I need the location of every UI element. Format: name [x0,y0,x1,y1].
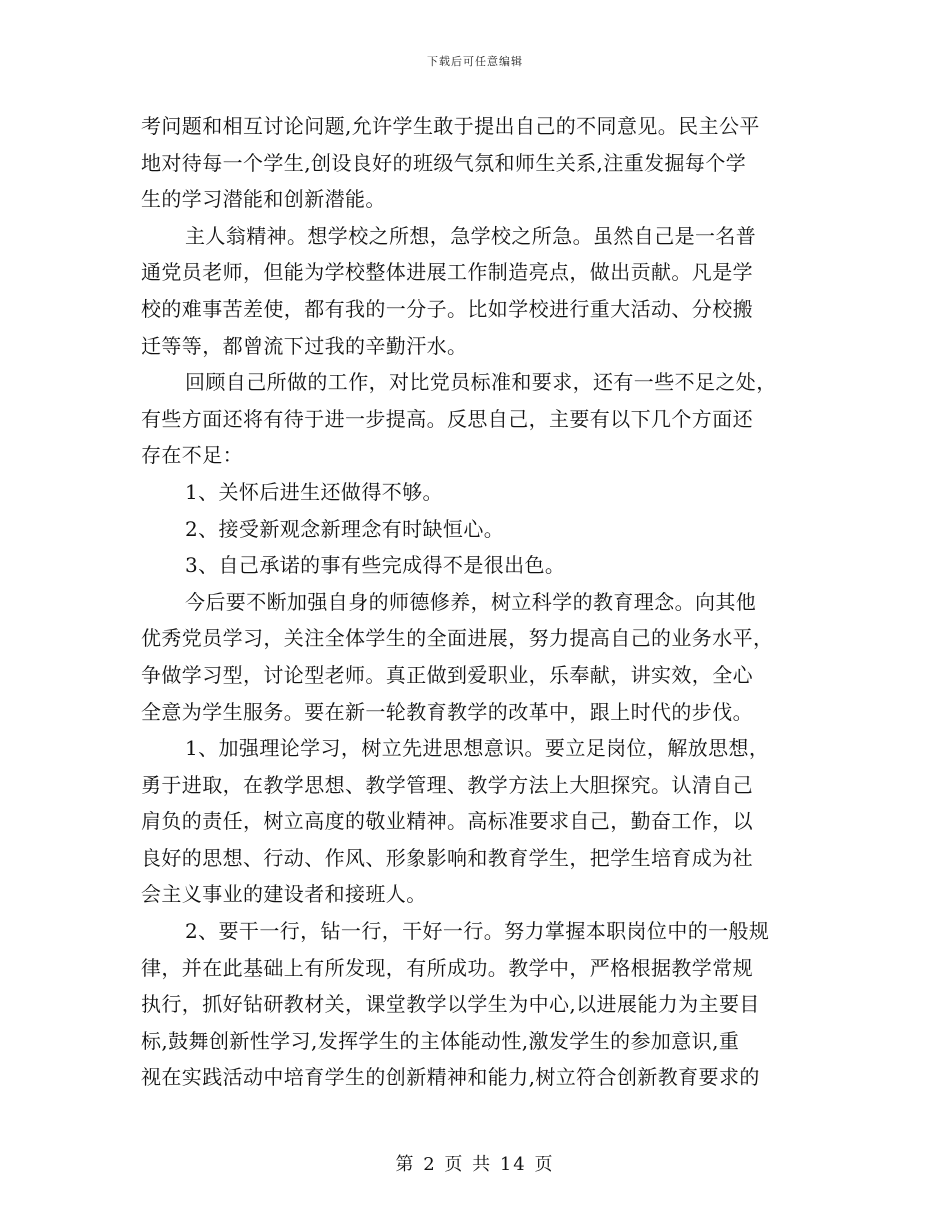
text-line: 肩负的责任，树立高度的敬业精神。高标准要求自己，勤奋工作，以 [141,809,753,834]
text-line: 1、加强理论学习，树立先进思想意识。要立足岗位，解放思想， [185,736,770,761]
document-body [141,108,811,1096]
text-line: 主人翁精神。想学校之所想，急学校之所急。虽然自己是一名普 [185,223,757,248]
text-line: 生的学习潜能和创新潜能。 [141,187,386,212]
text-line: 迁等等，都曾流下过我的辛勤汗水。 [141,333,468,358]
text-line: 地对待每一个学生,创设良好的班级气氛和师生关系,注重发掘每个学 [141,150,747,175]
page-header: 下载后可任意编辑 [427,55,523,68]
text-line: 执行，抓好钻研教材关，课堂教学以学生为中心,以进展能力为主要目 [141,992,760,1017]
text-line: 通党员老师，但能为学校整体进展工作制造亮点，做出贡献。凡是学 [141,260,753,285]
text-line: 全意为学生服务。要在新一轮教育教学的改革中，跟上时代的步伐。 [141,699,753,724]
text-line: 2、接受新观念新理念有时缺恒心。 [185,516,505,541]
page-footer: 第 2 页 共 14 页 [395,1154,555,1175]
text-line: 今后要不断加强自身的师德修养，树立科学的教育理念。向其他 [185,589,757,614]
text-line: 回顾自己所做的工作，对比党员标准和要求，还有一些不足之处， [185,370,777,395]
text-line: 良好的思想、行动、作风、形象影响和教育学生，把学生培育成为社 [141,845,753,870]
text-line: 1、关怀后进生还做得不够。 [185,479,443,504]
text-line: 优秀党员学习，关注全体学生的全面进展，努力提高自己的业务水平， [141,626,774,651]
text-line: 2、要干一行，钻一行，干好一行。努力掌握本职岗位中的一般规 [185,919,770,944]
text-line: 争做学习型，讨论型老师。真正做到爱职业，乐奉献，讲实效，全心 [141,662,753,687]
text-line: 会主义事业的建设者和接班人。 [141,882,427,907]
text-line: 考问题和相互讨论问题,允许学生敢于提出自己的不同意见。民主公平 [141,114,760,138]
text-line: 勇于进取，在教学思想、教学管理、教学方法上大胆探究。认清自己 [141,772,753,797]
text-line: 存在不足： [141,443,243,468]
text-line: 有些方面还将有待于进一步提高。反思自己，主要有以下几个方面还 [141,406,753,431]
text-line: 校的难事苦差使，都有我的一分子。比如学校进行重大活动、分校搬 [141,296,753,321]
text-line: 3、自己承诺的事有些完成得不是很出色。 [185,553,566,578]
text-line: 视在实践活动中培育学生的创新精神和能力,树立符合创新教育要求的 [141,1065,760,1090]
text-line: 律，并在此基础上有所发现，有所成功。教学中，严格根据教学常规 [141,955,753,980]
text-line: 标,鼓舞创新性学习,发挥学生的主体能动性,激发学生的参加意识,重 [141,1028,740,1053]
